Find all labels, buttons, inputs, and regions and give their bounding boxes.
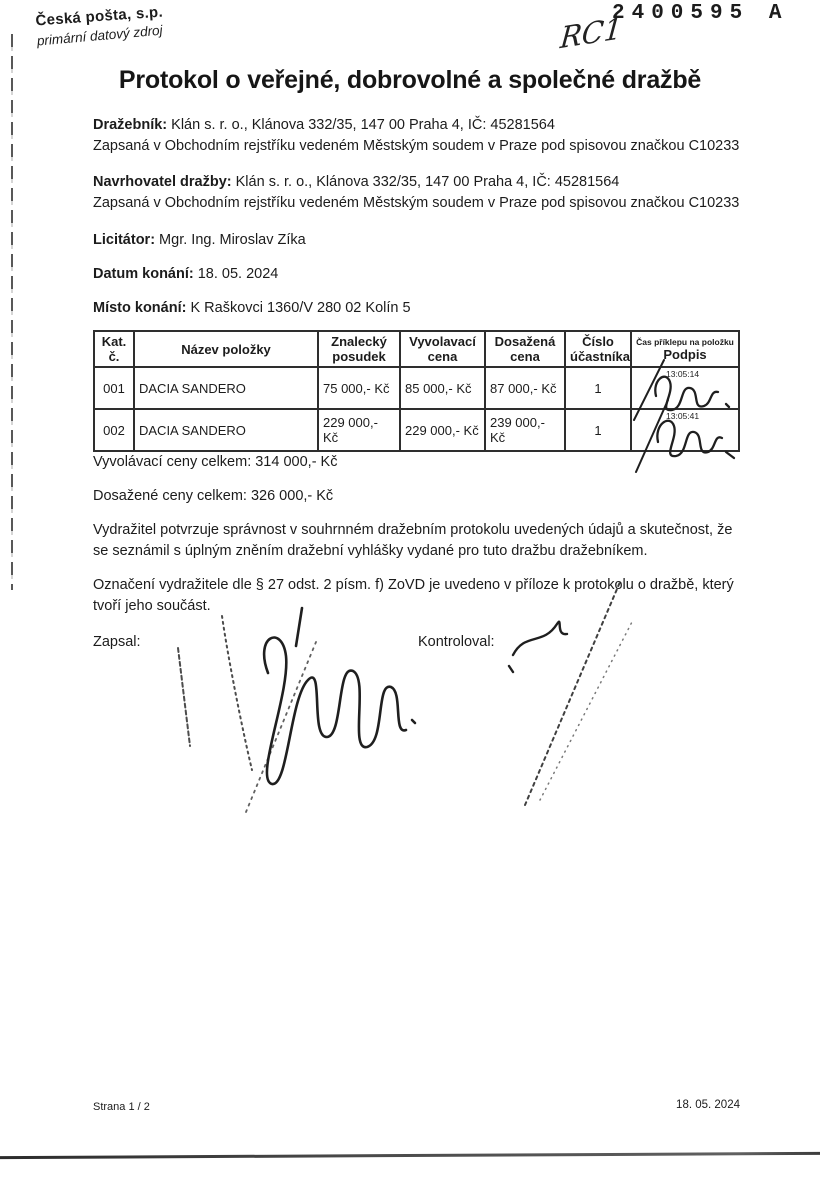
serial-number-stamp: 2400595 A xyxy=(612,2,789,25)
signature-zapsal xyxy=(150,598,450,828)
row2-kat: 002 xyxy=(94,409,134,451)
paragraph-navrhovatel xyxy=(93,172,748,214)
col-header-ucastnik: Číslo účastníka xyxy=(565,331,631,367)
table-row xyxy=(94,409,739,451)
row2-znalecky: 229 000,- Kč xyxy=(318,409,400,451)
org-stamp xyxy=(35,4,165,48)
row1-vyvolavaci: 85 000,- Kč xyxy=(400,367,485,409)
total-dosazene: Dosažené ceny celkem: 326 000,- Kč xyxy=(93,488,334,504)
row1-kat: 001 xyxy=(94,367,134,409)
signature-kontroloval xyxy=(495,560,675,810)
navrhovatel-note: Zapsaná v Obchodním rejstříku vedeném Městským soudem v Praze pod spisovou značkou C10233 xyxy=(93,195,740,211)
col-header-dosazena: Dosažená cena xyxy=(485,331,565,367)
paragraph-misto xyxy=(93,298,748,319)
col-header-vyvolavaci: Vyvolavací cena xyxy=(400,331,485,367)
licitator-label: Licitátor: xyxy=(93,232,156,248)
navrhovatel-label: Navrhovatel dražby: xyxy=(93,174,232,190)
org-stamp-name: Česká pošta, s.p. xyxy=(34,3,164,30)
row2-signature-cell xyxy=(631,409,739,451)
paragraph-licitator xyxy=(93,230,748,251)
page-number: Strana 1 / 2 xyxy=(93,1101,150,1113)
drazebnik-note: Zapsaná v Obchodním rejstříku vedeném Městským soudem v Praze pod spisovou značkou C10233 xyxy=(93,138,740,154)
drazebnik-label: Dražebník: xyxy=(93,117,168,133)
handwritten-code: RC1 xyxy=(558,10,624,56)
row2-nazev: DACIA SANDERO xyxy=(134,409,318,451)
row1-znalecky: 75 000,- Kč xyxy=(318,367,400,409)
paragraph-designation: Označení vydražitele dle § 27 odst. 2 písm. f) ZoVD je uvedeno v příloze k protokolu o dražbě, který tvoří jeho součást. xyxy=(93,577,734,614)
row1-ucastnik: 1 xyxy=(565,367,631,409)
misto-value: K Raškovci 1360/V 280 02 Kolín 5 xyxy=(186,300,411,316)
col-header-cas-small: Čas příklepu na položku xyxy=(636,336,734,347)
misto-label: Místo konání: xyxy=(93,300,187,316)
paragraph-confirmation: Vydražitel potvrzuje správnost v souhrnném dražebním protokolu uvedených údajů a skutečnost, že se seznámil s úplným zněním dražební vyhlášky vydané pro tuto dražbu dražebníkem. xyxy=(93,522,733,559)
row2-dosazena: 239 000,- Kč xyxy=(485,409,565,451)
row2-ucastnik: 1 xyxy=(565,409,631,451)
row1-cas: 13:05:14 xyxy=(666,369,700,379)
total-vyvolavaci: Vyvolávací ceny celkem: 314 000,- Kč xyxy=(93,454,338,470)
auction-items-table xyxy=(93,330,740,452)
zapsal-label: Zapsal: xyxy=(93,634,141,650)
datum-label: Datum konání: xyxy=(93,266,194,282)
row2-cas: 13:05:41 xyxy=(666,411,700,421)
drazebnik-value: Klán s. r. o., Klánova 332/35, 147 00 Praha 4, IČ: 45281564 xyxy=(167,117,555,133)
col-header-podpis-label: Podpis xyxy=(663,346,707,362)
col-header-kat: Kat. č. xyxy=(94,331,134,367)
document-title: Protokol o veřejné, dobrovolné a společné dražbě xyxy=(118,66,702,94)
licitator-value: Mgr. Ing. Miroslav Zíka xyxy=(155,232,306,248)
row1-nazev: DACIA SANDERO xyxy=(134,367,318,409)
datum-value: 18. 05. 2024 xyxy=(193,266,279,282)
scan-edge-artifact xyxy=(11,34,13,590)
navrhovatel-value: Klán s. r. o., Klánova 332/35, 147 00 Praha 4, IČ: 45281564 xyxy=(231,174,620,190)
footer-date: 18. 05. 2024 xyxy=(676,1099,740,1111)
kontroloval-label: Kontroloval: xyxy=(418,634,495,650)
org-stamp-subtitle: primární datový zdroj xyxy=(36,22,164,49)
paragraph-datum xyxy=(93,264,748,285)
row1-dosazena: 87 000,- Kč xyxy=(485,367,565,409)
col-header-znalecky: Znalecký posudek xyxy=(318,331,400,367)
row2-vyvolavaci: 229 000,- Kč xyxy=(400,409,485,451)
paragraph-drazebnik xyxy=(93,115,748,157)
scan-bottom-artifact xyxy=(0,1152,820,1159)
col-header-nazev: Název položky xyxy=(134,331,318,367)
